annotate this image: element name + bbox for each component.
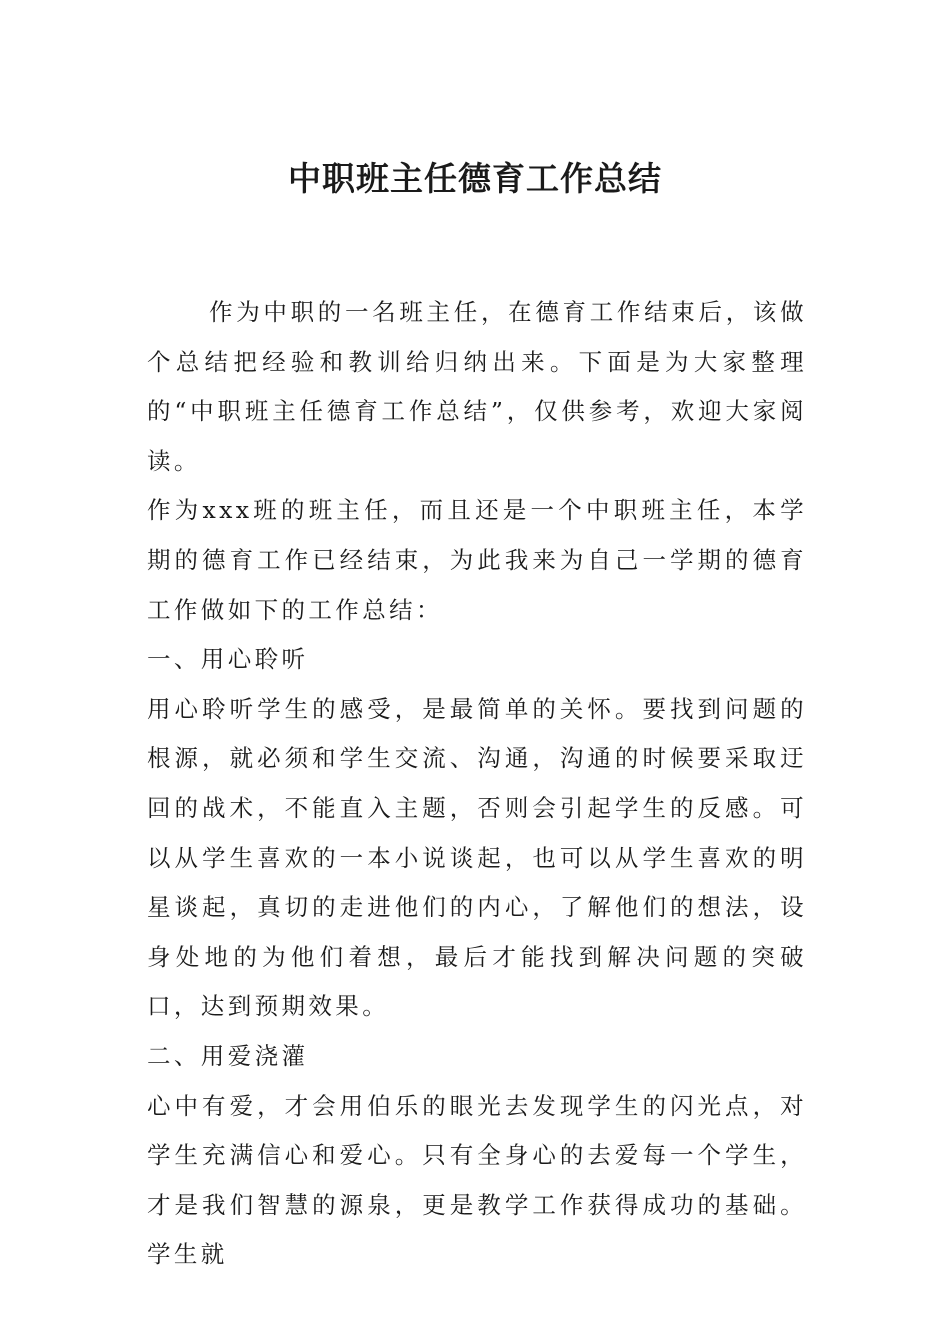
section-paragraph-listen: 用心聆听学生的感受，是最简单的关怀。要找到问题的根源，就必须和学生交流、沟通，沟通的时候要采取迂回的战术，不能直入主题，否则会引起学生的反感。可以从学生喜欢的一本小说谈起，也可以从学生喜欢的明星谈起，真切的走进他们的内心，了解他们的想法，设身处地的为他们着想，最后才能找到解决问题的突破口，达到预期效果。 — [147, 694, 807, 1021]
intro-paragraph: 作为中职的一名班主任，在德育工作结束后，该做个总结把经验和教训给归纳出来。下面是为大家整理的“中职班主任德育工作总结”，仅供参考，欢迎大家阅读。 — [147, 298, 807, 475]
document-body — [147, 288, 807, 1280]
section-heading-listen: 一、用心聆听 — [147, 645, 309, 674]
opening-paragraph: 作为xxx班的班主任，而且还是一个中职班主任，本学期的德育工作已经结束，为此我来为自己一学期的德育工作做如下的工作总结： — [147, 496, 807, 624]
document-title: 中职班主任德育工作总结 — [288, 159, 662, 198]
section-heading-love: 二、用爱浇灌 — [147, 1041, 309, 1070]
section-paragraph-love: 心中有爱，才会用伯乐的眼光去发现学生的闪光点，对学生充满信心和爱心。只有全身心的去爱每一个学生，才是我们智慧的源泉，更是教学工作获得成功的基础。学生就 — [147, 1091, 807, 1269]
